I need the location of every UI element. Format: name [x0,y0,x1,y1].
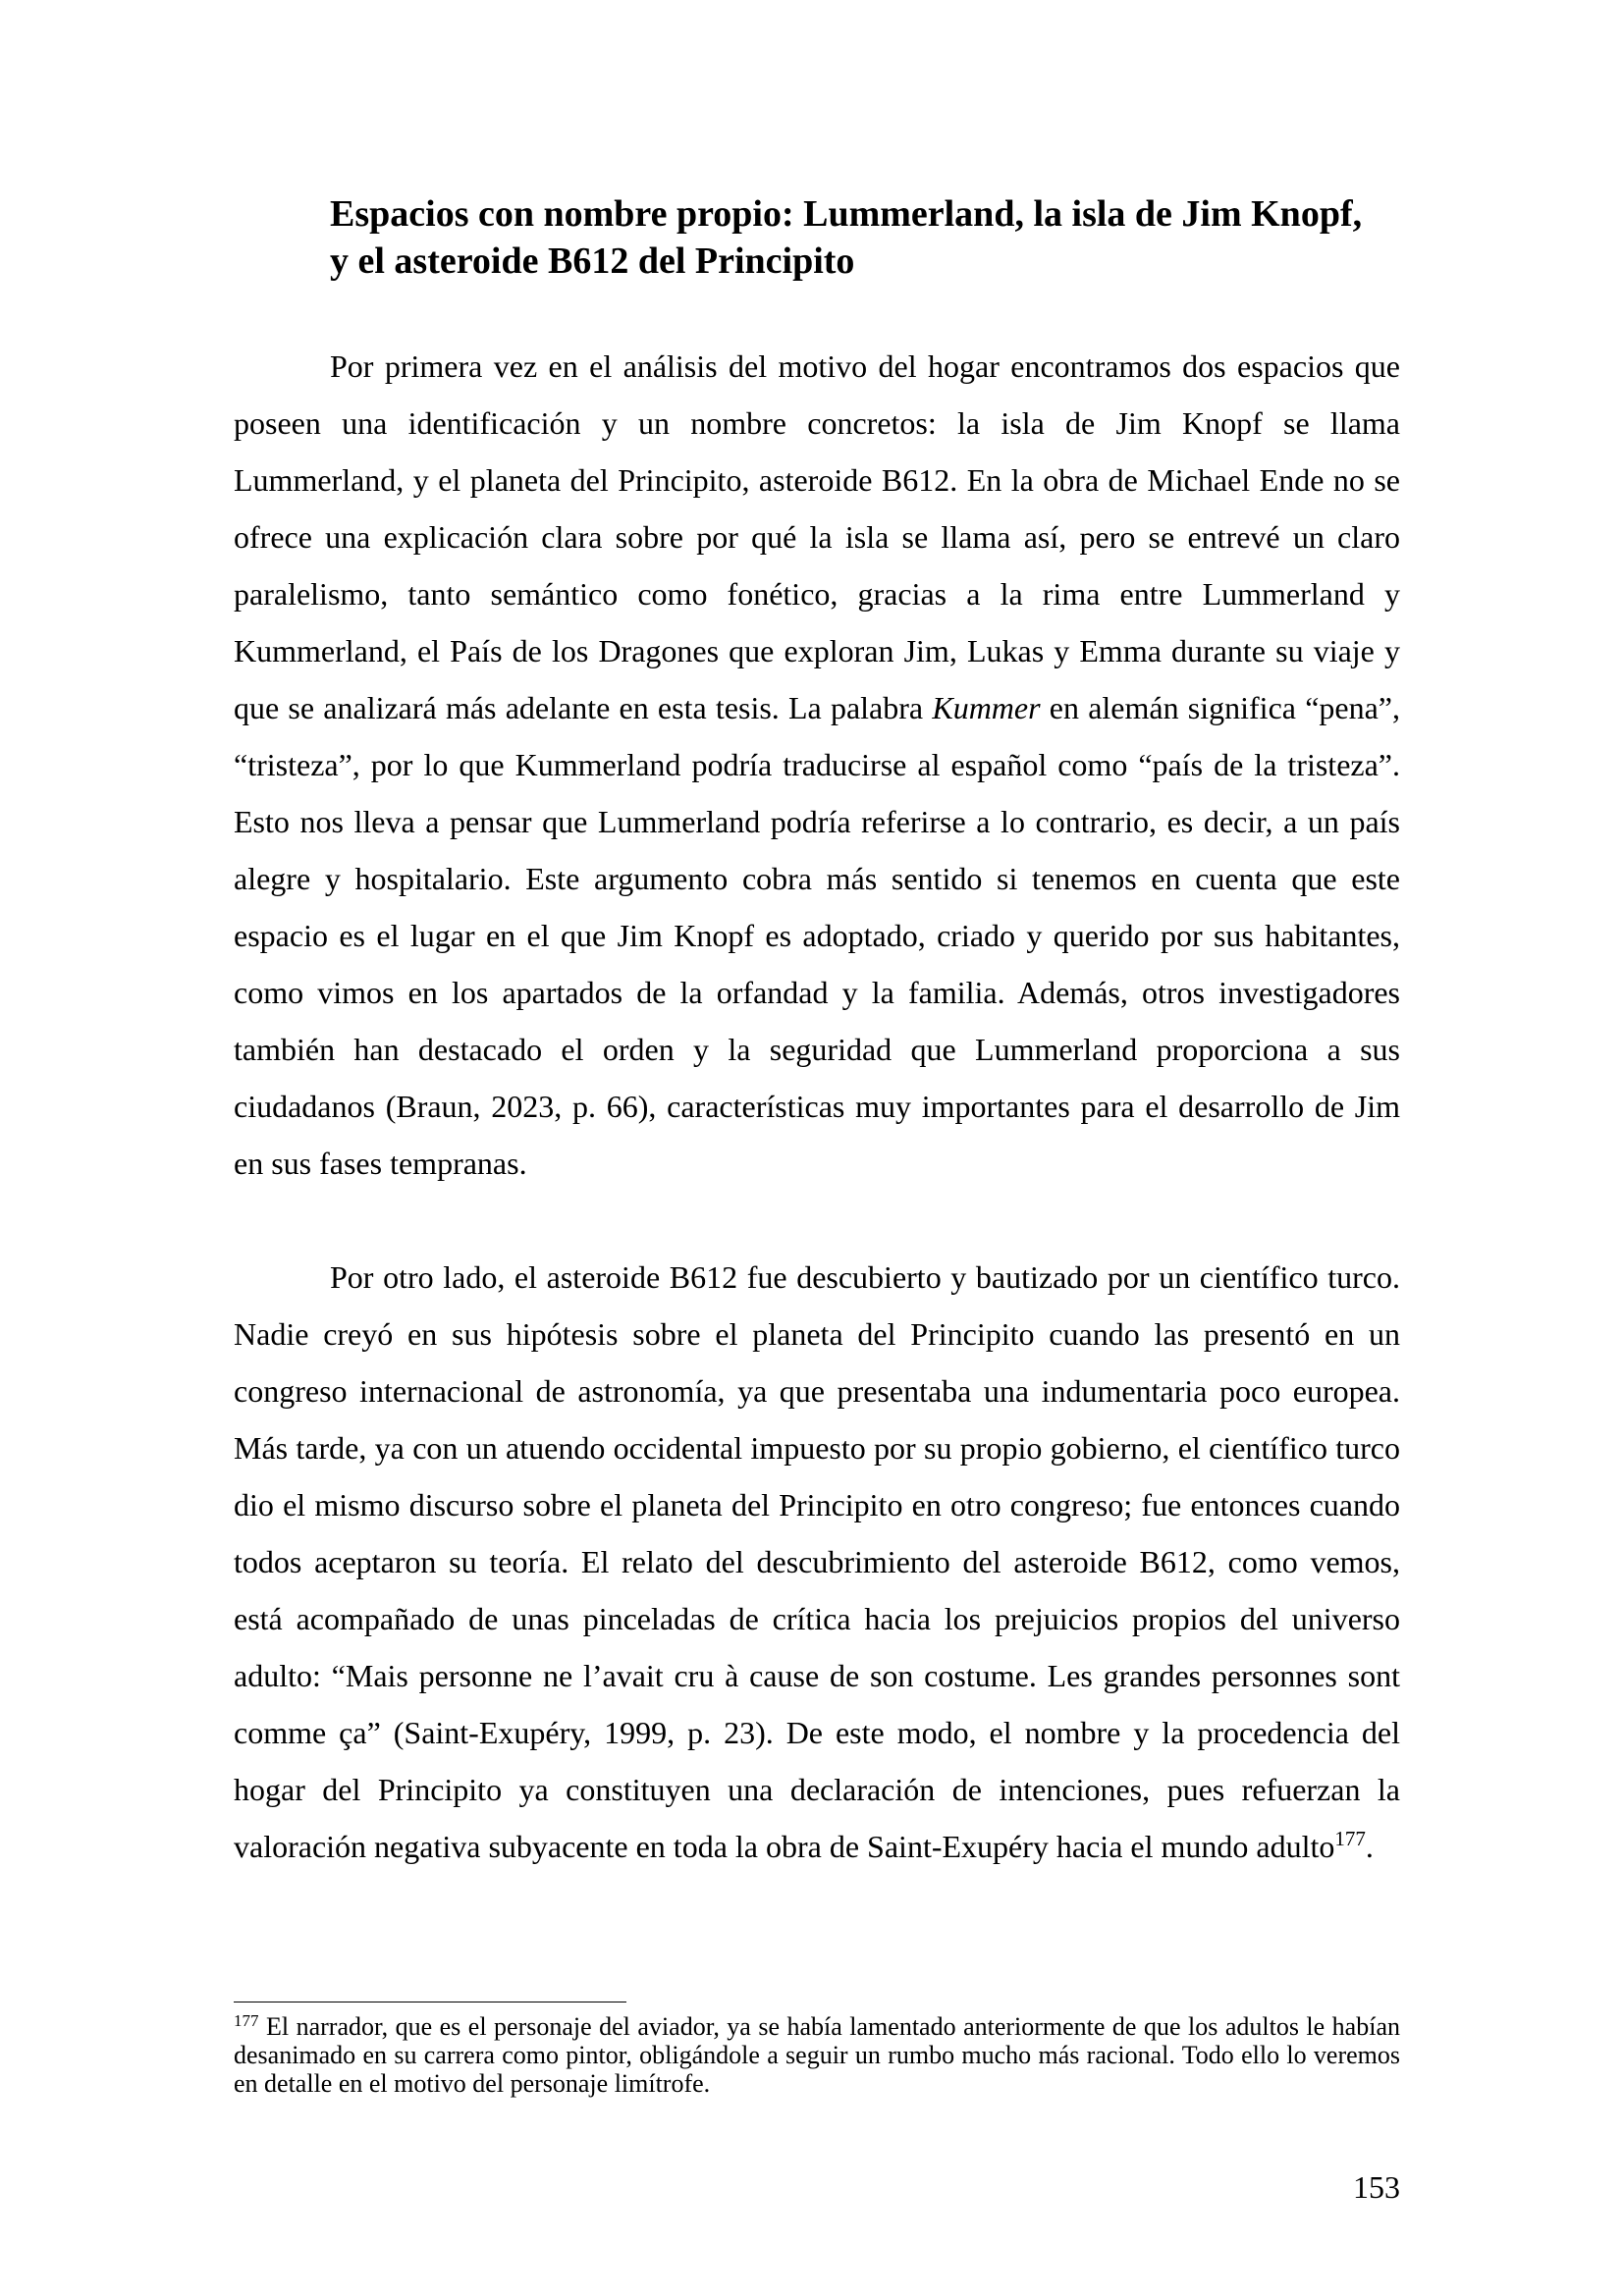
paragraph-1-text-b: en alemán significa “pena”, “tristeza”, por lo que Kummerland podría traducirse al español como “país de la tristeza”. Esto nos lleva a pensar que Lummerland podría referirse a lo contrario, es decir, a un país alegre y hospitalario. Este argumento cobra más sentido si tenemos en cuenta que este espacio es el lugar en el que Jim Knopf es adoptado, criado y querido por sus habitantes, como vimos en los apartados de la orfandad y la familia. Además, otros investigadores también han destacado el orden y la seguridad que Lummerland proporciona a sus ciudadanos (Braun, 2023, p. 66), características muy importantes para el desarrollo de Jim en sus fases tempranas. [234,690,1401,1181]
italic-term: Kummer [932,690,1041,725]
body-paragraph-1 [234,338,1400,1192]
page-number: 153 [1353,2169,1400,2205]
footnote-number: 177 [234,2011,259,2030]
footnote-reference[interactable]: 177 [1334,1827,1366,1850]
paragraph-2-end: . [1365,1829,1374,1864]
section-heading [330,190,1400,285]
footnote-text: El narrador, que es el personaje del aviador, ya se había lamentado anteriormente de que los adultos le habían desanimado en su carrera como pintor, obligándole a seguir un rumbo mucho más racional. Todo ello lo veremos en detalle en el motivo del personaje limítrofe. [234,2012,1400,2098]
body-paragraph-2 [234,1249,1400,1875]
paragraph-2-text: Por otro lado, el asteroide B612 fue descubierto y bautizado por un científico turco. Nadie creyó en sus hipótesis sobre el planeta del Principito cuando las presentó en un congreso internacional de astronomía, ya que presentaba una indumentaria poco europea. Más tarde, ya con un atuendo occidental impuesto por su propio gobierno, el científico turco dio el mismo discurso sobre el planeta del Principito en otro congreso; fue entonces cuando todos aceptaron su teoría. El relato del descubrimiento del asteroide B612, como vemos, está acompañado de unas pinceladas de crítica hacia los prejuicios propios del universo adulto: “Mais personne ne l’avait cru à cause de son costume. Les grandes personnes sont comme ça” (Saint-Exupéry, 1999, p. 23). De este modo, el nombre y la procedencia del hogar del Principito ya constituyen una declaración de intenciones, pues refuerzan la valoración negativa subyacente en toda la obra de Saint-Exupéry hacia el mundo adulto [234,1259,1400,1864]
heading-line-2: y el asteroide B612 del Principito [330,240,855,282]
footnote [234,2012,1400,2098]
paragraph-1-text-a: Por primera vez en el análisis del motivo del hogar encontramos dos espacios que poseen una identificación y un nombre concretos: la isla de Jim Knopf se llama Lummerland, y el planeta del Principito, asteroide B612. En la obra de Michael Ende no se ofrece una explicación clara sobre por qué la isla se llama así, pero se entrevé un claro paralelismo, tanto semántico como fonético, gracias a la rima entre Lummerland y Kummerland, el País de los Dragones que exploran Jim, Lukas y Emma durante su viaje y que se analizará más adelante en esta tesis. La palabra [234,348,1400,725]
heading-line-1: Espacios con nombre propio: Lummerland, la isla de Jim Knopf, [330,193,1363,235]
